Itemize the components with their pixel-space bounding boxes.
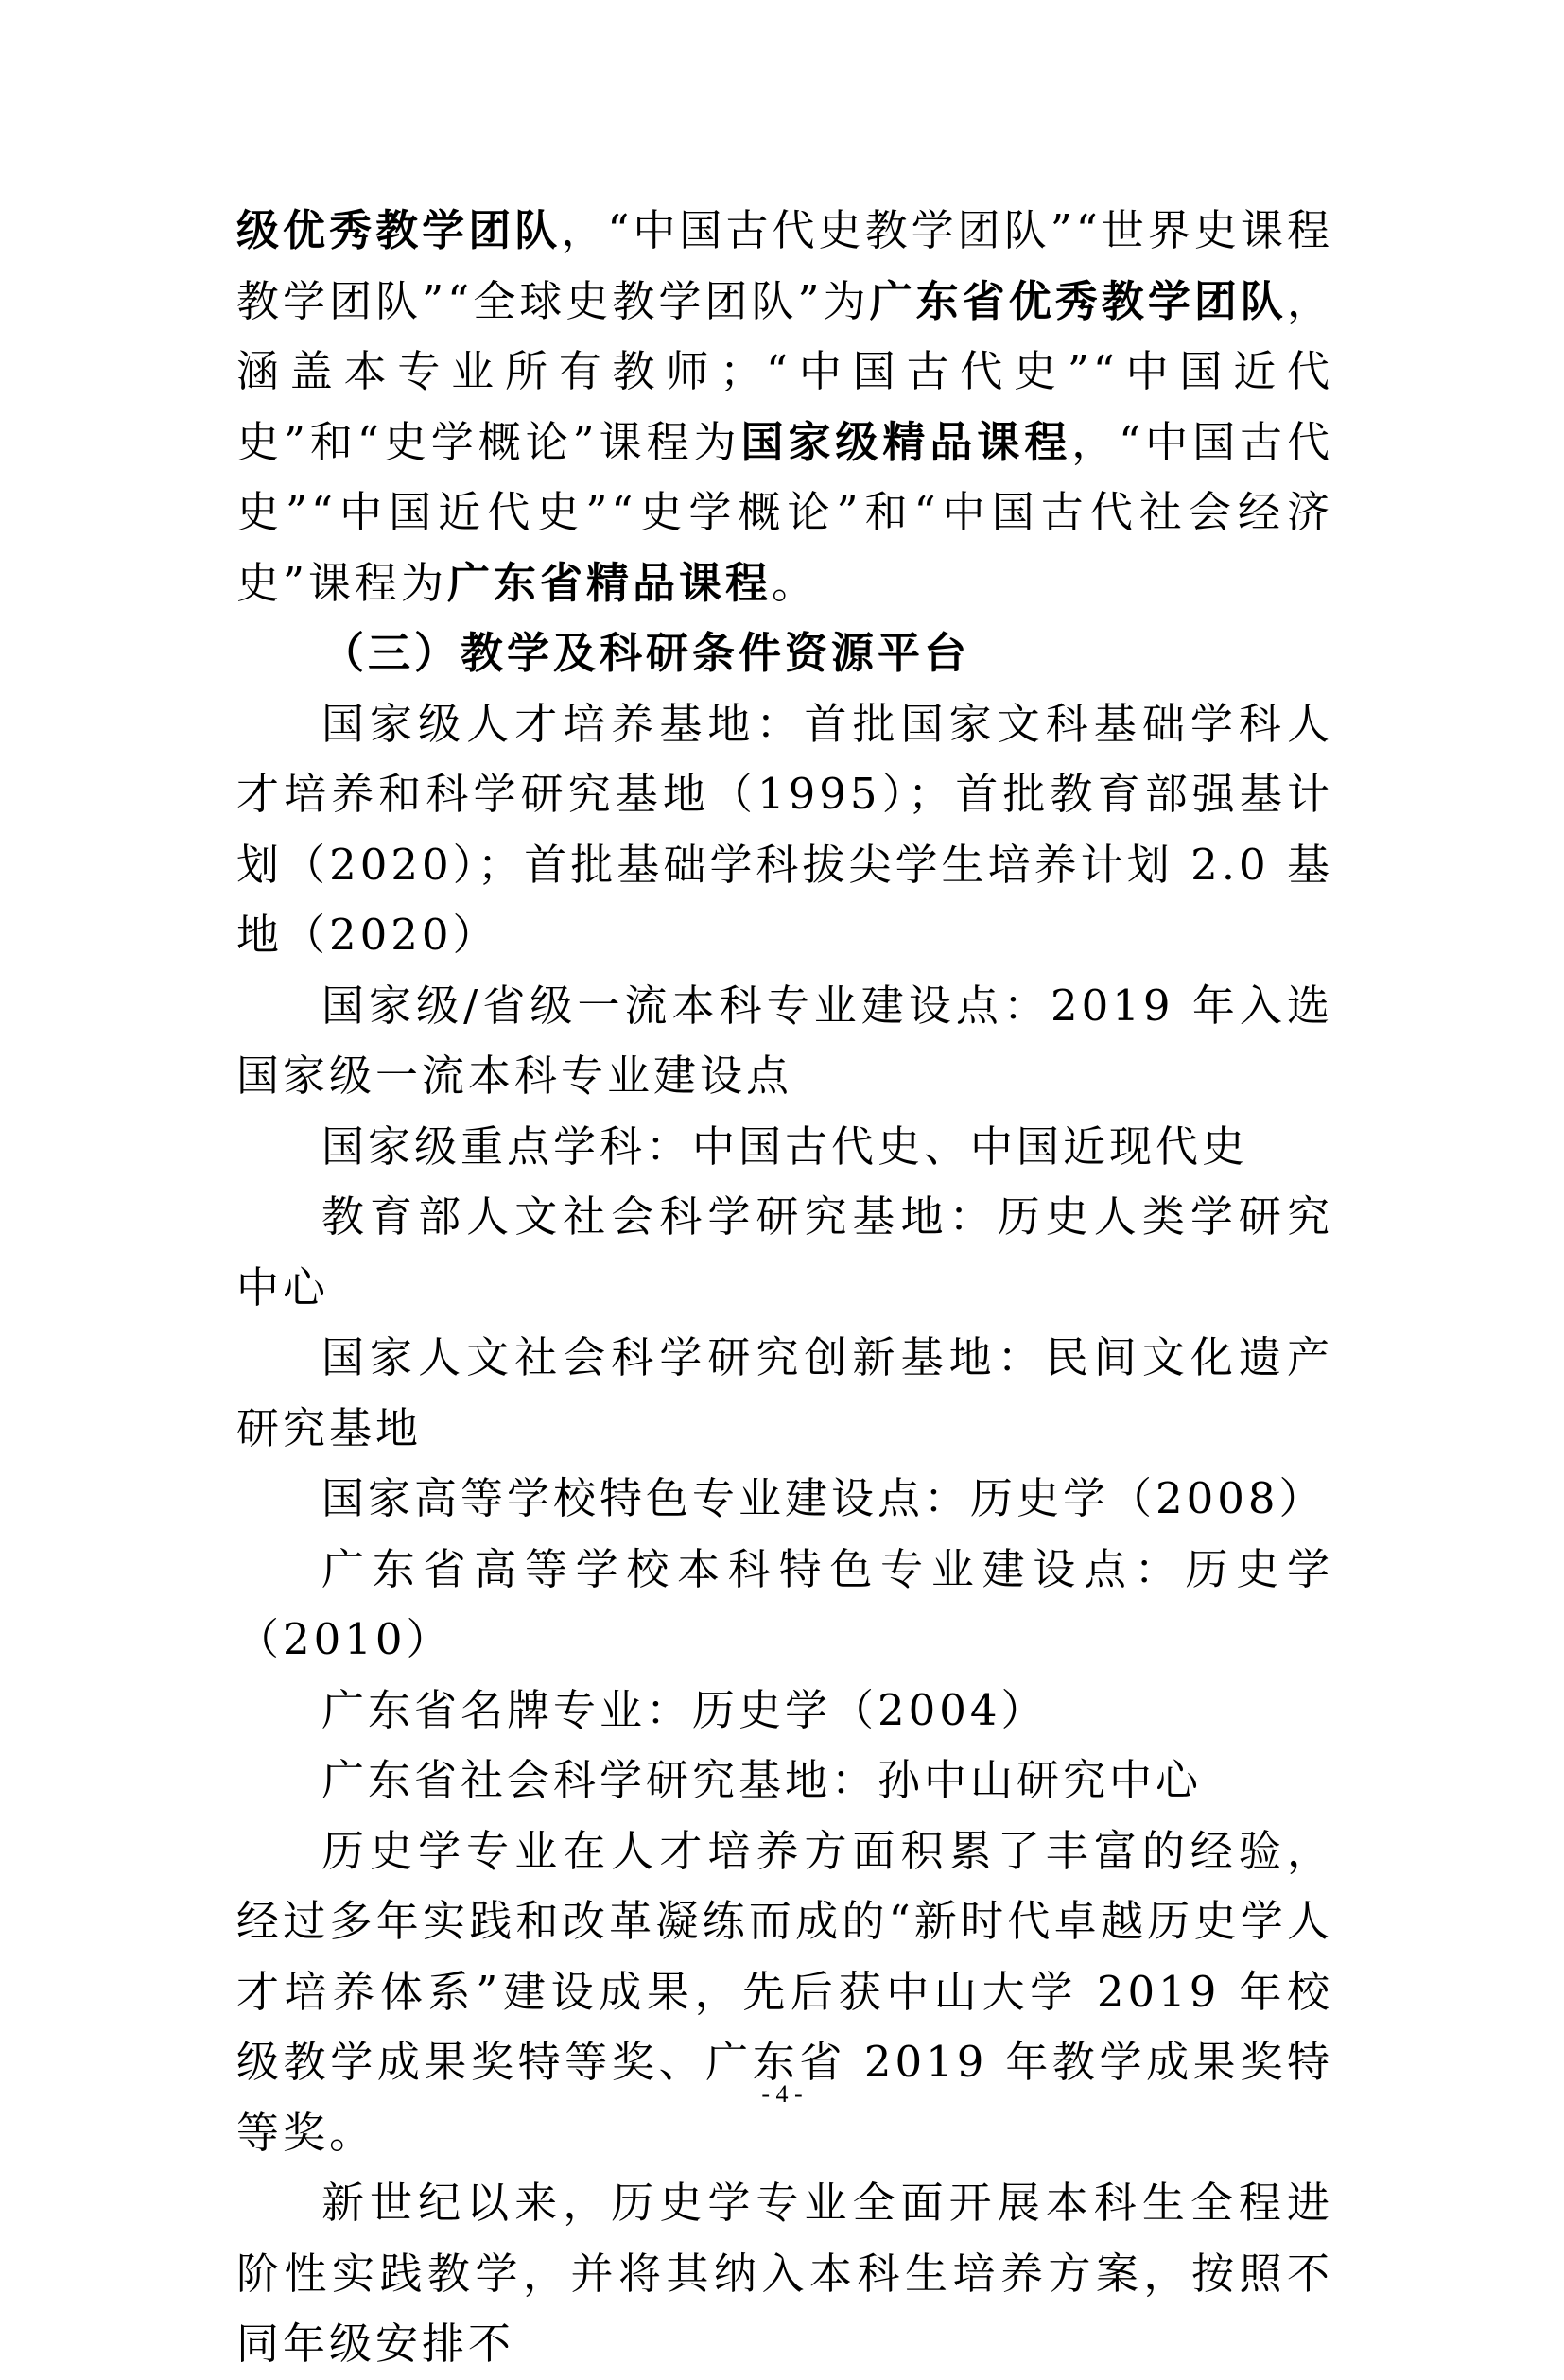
text-run: ，“中国古代史”“中国近代史”“史学概论”和“中国古代社会经济史”课程为 [236, 416, 1333, 608]
item-first-class-major: 国家级/省级一流本科专业建设点：2019 年入选国家级一流本科专业建设点 [236, 980, 1333, 1101]
bold-text: 广东省精品课程 [447, 557, 773, 608]
item-provincial-featured-major: 广东省高等学校本科特色专业建设点：历史学（2010） [236, 1543, 1333, 1664]
bold-text: 国家级精品课程 [740, 416, 1072, 467]
bold-text: 级优秀教学团队 [236, 205, 562, 255]
item-key-discipline: 国家级重点学科：中国古代史、中国近现代史 [321, 1121, 1249, 1172]
item-provincial-brand-major: 广东省名牌专业：历史学（2004） [321, 1684, 1048, 1735]
paragraph-achievements: 历史学专业在人才培养方面积累了丰富的经验，经过多年实践和改革凝练而成的“新时代卓越历史学人才培养体系”建设成果，先后获中山大学 2019 年校级教学成果奖特等奖、广东省 2019 年教学成果奖特等奖。 [236, 1825, 1333, 2158]
item-social-science-base: 广东省社会科学研究基地：孙中山研究中心 [321, 1755, 1203, 1805]
page-number: - 4 - [761, 2080, 803, 2108]
item-innovation-base: 国家人文社会科学研究创新基地：民间文化遗产研究基地 [236, 1332, 1333, 1453]
text-run: ，涵盖本专业所有教师；“中国古代史”“中国近代史”和“史学概论”课程为 [236, 275, 1333, 467]
item-national-featured-major: 国家高等学校特色专业建设点：历史学（2008） [321, 1473, 1326, 1523]
item-moe-research-base: 教育部人文社会科学研究基地：历史人类学研究中心 [236, 1191, 1333, 1312]
item-talent-base: 国家级人才培养基地：首批国家文科基础学科人才培养和科学研究基地（1995）；首批教育部强基计划（2020）；首批基础学科拔尖学生培养计划 2.0 基地（2020） [236, 698, 1333, 960]
paragraph-practice-teaching: 新世纪以来，历史学专业全面开展本科生全程进阶性实践教学，并将其纳入本科生培养方案，按照不同年级安排不 [236, 2178, 1333, 2369]
bold-text: 广东省优秀教学团队 [869, 275, 1287, 326]
text-run: 。 [772, 557, 819, 608]
paragraph-teams-courses [236, 196, 1333, 618]
section-heading: （三）教学及科研条件资源平台 [321, 628, 971, 678]
body-text [236, 196, 1333, 2380]
text-run: ，“中国古代史教学团队”“世界史课程教学团队”“全球史教学团队”为 [236, 205, 1333, 326]
